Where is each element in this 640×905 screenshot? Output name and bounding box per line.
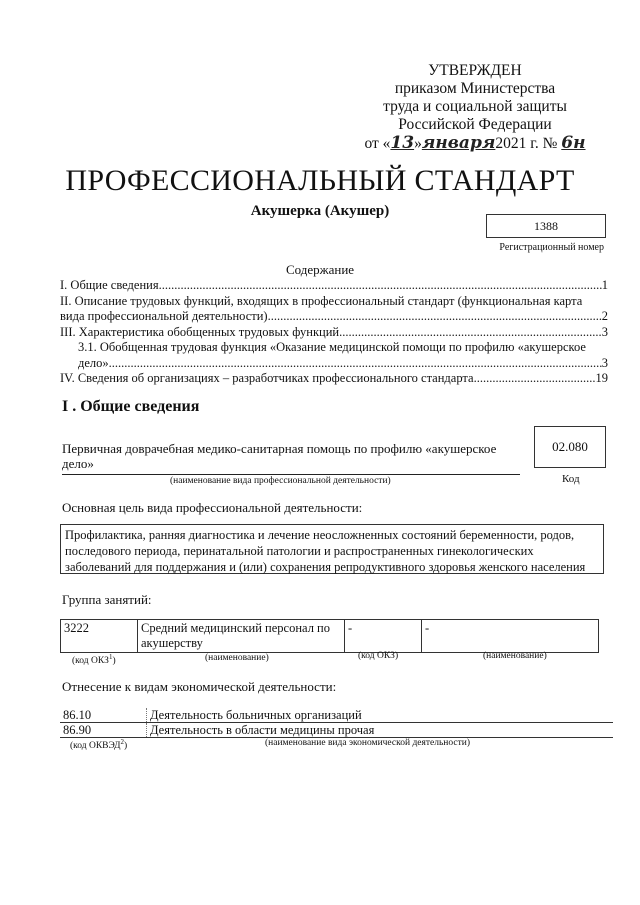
date-prefix: от « bbox=[364, 135, 391, 152]
toc-leader bbox=[339, 325, 602, 341]
toc-item-page: 3 bbox=[601, 355, 608, 370]
okz-name-cell-2: - bbox=[422, 620, 599, 653]
toc-leader bbox=[159, 278, 602, 294]
toc-leader bbox=[109, 356, 602, 372]
toc-leader bbox=[474, 371, 596, 387]
toc-item-page: 1 bbox=[601, 278, 608, 292]
registration-number-box: 1388 bbox=[486, 214, 606, 238]
toc-item-text: 3.1. Обобщенная трудовая функция «Оказание медицинской помощи по профилю «акушерское bbox=[78, 340, 586, 354]
approval-line3: труда и социальной защиты bbox=[383, 98, 567, 115]
toc-item-page: 3 bbox=[601, 324, 608, 339]
group-caption-name2: (наименование) bbox=[483, 651, 547, 661]
activity-name: Первичная доврачебная медико-санитарная помощь по профилю «акушерское дело» bbox=[62, 441, 497, 471]
okved-name-cell: Деятельность в области медицины прочая bbox=[147, 723, 614, 738]
okved-code-cell: 86.90 bbox=[60, 723, 147, 738]
toc-item[interactable] bbox=[60, 278, 608, 294]
order-number: 6н bbox=[561, 133, 586, 153]
toc-item-text-cont: дело» bbox=[78, 355, 109, 370]
activity-caption: (наименование вида профессиональной деятельности) bbox=[170, 476, 391, 486]
toc-title: Содержание bbox=[285, 262, 355, 277]
toc-item-text: IV. Сведения об организациях – разработчиках профессионального стандарта bbox=[60, 371, 474, 385]
group-caption-name: (наименование) bbox=[205, 653, 269, 663]
approval-line1: УТВЕРЖДЕН bbox=[428, 62, 522, 79]
toc-leader bbox=[268, 309, 602, 325]
date-day: 13 bbox=[390, 133, 415, 153]
section-heading: I . Общие сведения bbox=[62, 398, 200, 415]
date-year: 2021 г. № bbox=[495, 135, 558, 152]
group-label: Группа занятий: bbox=[62, 592, 152, 607]
econ-caption-name: (наименование вида экономической деятельности) bbox=[265, 738, 470, 748]
okz-name-cell: Средний медицинский персонал по акушерству bbox=[138, 620, 345, 653]
okz-code-cell-2: - bbox=[345, 620, 422, 653]
toc-item[interactable] bbox=[60, 325, 608, 341]
table-row bbox=[60, 723, 613, 738]
toc-item-page: 2 bbox=[601, 309, 608, 323]
activity-underline bbox=[62, 474, 520, 475]
econ-activity-table bbox=[60, 708, 613, 738]
okved-code-cell: 86.10 bbox=[60, 708, 147, 723]
approval-block bbox=[360, 62, 590, 153]
okved-name-cell: Деятельность больничных организаций bbox=[147, 708, 614, 723]
toc-item[interactable] bbox=[60, 371, 608, 387]
document-title: ПРОФЕССИОНАЛЬНЫЙ СТАНДАРТ bbox=[65, 164, 575, 197]
okz-code-cell: 3222 bbox=[61, 620, 138, 653]
date-month: января bbox=[421, 133, 496, 153]
group-caption-code: (код ОКЗ$^1$) bbox=[72, 653, 116, 667]
occupation-group-table bbox=[60, 619, 599, 653]
activity-code-box: 02.080 bbox=[534, 426, 606, 468]
toc-item[interactable] bbox=[60, 340, 608, 371]
document-subtitle: Акушерка (Акушер) bbox=[250, 203, 390, 219]
approval-line4: Российской Федерации bbox=[398, 116, 552, 133]
toc-item-text: III. Характеристика обобщенных трудовых функций bbox=[60, 324, 340, 339]
code-caption: Код bbox=[562, 473, 580, 485]
goal-label: Основная цель вида профессиональной деятельности: bbox=[62, 500, 363, 515]
date-mid: » bbox=[414, 135, 422, 152]
toc-item-text: II. Описание трудовых функций, входящих в профессиональный стандарт (функциональная карта bbox=[60, 293, 583, 308]
table-row bbox=[60, 708, 613, 723]
econ-label: Отнесение к видам экономической деятельности: bbox=[62, 679, 337, 694]
econ-caption-code: (код ОКВЭД$^2$) bbox=[70, 738, 128, 752]
table-row bbox=[61, 620, 599, 653]
toc-item-page: 19 bbox=[595, 371, 608, 385]
toc-item[interactable] bbox=[60, 294, 608, 325]
registration-caption: Регистрационный номер bbox=[499, 242, 604, 253]
group-caption-code2: (код ОКЗ) bbox=[358, 651, 399, 661]
toc-item-text-cont: вида профессиональной деятельности) bbox=[60, 309, 268, 323]
goal-text: Профилактика, ранняя диагностика и лечение неосложненных состояний беременности, родов, последового периода, перинатальной патологии и распространенных гинекологических заболеваний для поддержания и (или) сохранения репродуктивного здоровья женского населения bbox=[60, 524, 604, 574]
toc-item-text: I. Общие сведения bbox=[60, 278, 159, 292]
approval-line2: приказом Министерства bbox=[394, 80, 556, 97]
approval-date-line bbox=[360, 134, 590, 153]
table-of-contents bbox=[60, 278, 608, 387]
